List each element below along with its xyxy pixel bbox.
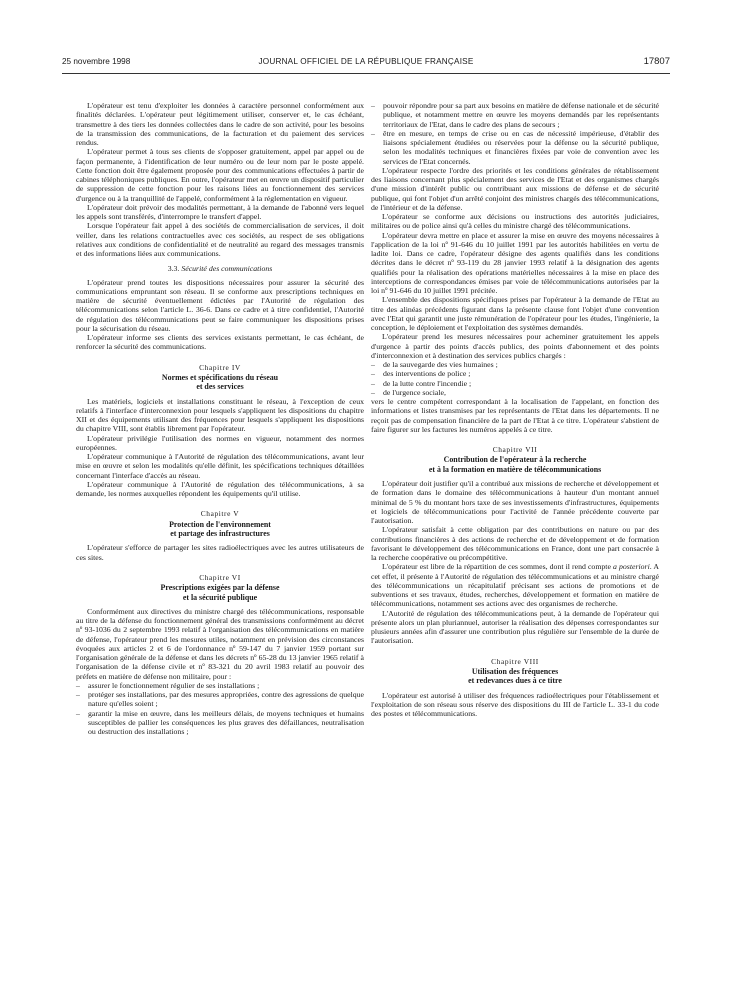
page-number: 17807 <box>643 56 670 67</box>
paragraph: L'opérateur privilégie l'utilisation des normes en vigueur, notamment des normes européennes. <box>76 433 364 452</box>
list-item: – de la sauvegarde des vies humaines ; <box>371 360 659 369</box>
chapter-title-line: Protection de l'environnement <box>169 519 271 529</box>
chapter-title <box>371 455 659 474</box>
left-column <box>76 101 364 736</box>
paragraph: L'opérateur devra mettre en place et assurer la mise en œuvre des moyens nécessaires à l'application de la loi nº 91-646 du 10 juillet 1991 par les autorités habilitées en vertu de ladite loi. Dans ce cadre, l'opérateur désigne des agents qualifiés dans les conditions décrites dans le décret nº 93-119 du 28 janvier 1993 relatif à la désignation des agents qualifiés pour la réalisation des opérations matérielles nécessaires à la mise en place des interceptions de correspondances émises par voie de télécommunications autorisées par la loi nº 91-646 du 10 juillet 1991 précitée. <box>371 230 659 295</box>
paragraph: L'opérateur permet à tous ses clients de s'opposer gratuitement, appel par appel ou de façon permanente, à l'identification de leur numéro ou de leur nom par le poste appelé. Cette fonction doit être également proposée pour des communications effectuées à partir de cabines téléphoniques publiques. En outre, l'opérateur met en œuvre un dispositif particulier de suppression de cette fonction pour les raisons liées au fonctionnement des services d'urgence ou à la tranquillité de l'appelé, conformément à la réglementation en vigueur. <box>76 147 364 203</box>
list-item: – pouvoir répondre pour sa part aux besoins en matière de défense nationale et de sécurité publique, et notamment mettre en œuvre les moyens demandés par les représentants territoriaux de l'Etat, dans le cadre des plans de secours ; <box>371 101 659 129</box>
issue-date: 25 novembre 1998 <box>62 57 131 66</box>
paragraph: L'opérateur est autorisé à utiliser des fréquences radioélectriques pour l'établissement et l'exploitation de son réseau sous réserve des dispositions du III de l'article L. 33-1 du code des postes et télécommunications. <box>371 690 659 719</box>
paragraph: L'opérateur doit justifier qu'il a contribué aux missions de recherche et développement et de formation dans le domaine des télécommunications à hauteur d'un montant annuel minimal de 5 % du montant hors taxe de ses investissements d'infrastructures, équipements et logiciels de télécommunications pour l'activité de l'année précédente couverte par l'autorisation. <box>371 479 659 526</box>
chapter-title-line: Utilisation des fréquences <box>471 666 559 676</box>
dash-list <box>371 101 659 166</box>
chapter-title-line: et à la formation en matière de télécommunications <box>428 464 602 474</box>
text-run: L'opérateur est libre de la répartition de ces sommes, dont il rend compte <box>382 562 613 572</box>
paragraph: L'opérateur respecte l'ordre des priorités et les conditions générales de rétablissement des liaisons concernant plus spécialement des services de l'Etat et des organismes chargés d'une mission d'intérêt public ou contribuant aux missions de défense et de sécurité publique, qui font l'objet d'un arrêté conjoint des ministres chargés des télécommunications, de l'intérieur et de la défense. <box>371 165 659 212</box>
right-column <box>371 101 659 718</box>
text-run: . A cet effet, il présente à l'Autorité de régulation des télécommunications et au ministre chargé des télécommunications un récapitulatif précisant ses actions de promotions et de subventions et ses travaux, études, recherches, développement et formation en matière de télécommunications, notamment ses actions avec des organismes de recherche. <box>371 562 659 609</box>
chapter-title-line: Prescriptions exigées par la défense <box>160 583 280 593</box>
journal-title: JOURNAL OFFICIEL DE LA RÉPUBLIQUE FRANÇAISE <box>258 57 474 66</box>
paragraph: L'opérateur informe ses clients des services existants permettant, le cas échéant, de renforcer la sécurité des communications. <box>76 333 364 352</box>
paragraph <box>371 562 659 608</box>
chapter-title <box>76 520 364 539</box>
chapter-title-line: et des services <box>196 382 244 392</box>
paragraph: L'opérateur satisfait à cette obligation par des contributions en nature ou par des contributions financières à des actions de recherche et de développement et de formation favorisant le développement des télécommunications en France, dont une part consacrée à la recherche coopérative ou précompétitive. <box>371 525 659 563</box>
chapter-title-line: Contribution de l'opérateur à la recherche <box>443 455 587 465</box>
section-heading-3-3 <box>76 264 364 273</box>
paragraph: L'opérateur communique à l'Autorité de régulation des télécommunications, à sa demande, les normes auxquelles répondent les équipements qu'il utilise. <box>76 479 364 499</box>
italic-text: a posteriori <box>613 562 650 572</box>
list-item: – garantir la mise en œuvre, dans les meilleurs délais, de moyens techniques et humains susceptibles de pallier les conséquences les plus graves des défaillances, neutralisation ou destruction des installations ; <box>76 709 364 737</box>
chapter-title-line: Normes et spécifications du réseau <box>161 372 279 382</box>
chapter-label: Chapitre VI <box>199 572 241 582</box>
paragraph: L'opérateur se conforme aux décisions ou instructions des autorités judiciaires, militaires ou de police ainsi qu'à celles du ministre chargé des télécommunications. <box>371 212 659 231</box>
header-rule <box>62 73 670 74</box>
list-item: – protéger ses installations, par des mesures appropriées, contre des agressions de quelque nature qu'elles soient ; <box>76 690 364 709</box>
page-header <box>62 55 670 71</box>
list-item: – de l'urgence sociale, <box>371 388 659 397</box>
chapter-title-line: et partage des infrastructures <box>170 528 270 538</box>
list-item: – être en mesure, en temps de crise ou en cas de nécessité impérieuse, d'établir des liaisons spécialement étudiées ou réservées pour la défense ou la sécurité publique, selon les modalités techniques et financières fixées par voie de convention avec les services de l'Etat concernés. <box>371 129 659 166</box>
list-item: – des interventions de police ; <box>371 369 659 378</box>
paragraph: L'opérateur communique à l'Autorité de régulation des télécommunications, avant leur mise en œuvre et selon les modalités qu'elle définit, les spécifications techniques détaillées concernant l'interface d'accès au réseau. <box>76 452 364 480</box>
paragraph: L'opérateur s'efforce de partager les sites radioélectriques avec les autres utilisateurs de ces sites. <box>76 543 364 562</box>
list-item: – assurer le fonctionnement régulier de ses installations ; <box>76 681 364 690</box>
paragraph: L'opérateur doit prévoir des modalités permettant, à la demande de l'abonné vers lequel les appels sont transférés, d'interrompre le transfert d'appel. <box>76 202 364 221</box>
chapter-label: Chapitre IV <box>199 362 241 372</box>
paragraph: L'Autorité de régulation des télécommunications peut, à la demande de l'opérateur qui présente alors un plan pluriannuel, autoriser la réalisation des dépenses correspondantes sur plusieurs années afin d'assurer une contribution plus régulière sur l'ensemble de la durée de l'autorisation. <box>371 608 659 646</box>
chapter-label: Chapitre V <box>200 509 240 519</box>
chapter-label: Chapitre VII <box>492 445 538 454</box>
chapter-title-line: et redevances dues à ce titre <box>468 676 562 686</box>
paragraph: L'opérateur prend les mesures nécessaires pour acheminer gratuitement les appels d'urgence à partir des points d'accès publics, des points d'abonnement et des points d'interconnexion et à destination des services publics chargés : <box>371 332 659 360</box>
paragraph: Conformément aux directives du ministre chargé des télécommunications, responsable au titre de la défense du fonctionnement général des transmissions conformément au décret nº 93-1036 du 2 septembre 1993 relatif à l'organisation des télécommunications en matière de défense, l'opérateur prend les mesures utiles, notamment en prévision des circonstances évoquées aux articles 2 et 6 de l'ordonnance nº 59-147 du 7 janvier 1959 portant sur l'organisation générale de la défense et dans les décrets nº 65-28 du 13 janvier 1965 relatif à l'organisation de la défense civile et nº 83-321 du 20 avril 1983 relatif au pouvoir des préfets en matière de défense non militaire, pour : <box>76 606 364 681</box>
paragraph: Lorsque l'opérateur fait appel à des sociétés de commercialisation de services, il doit veiller, dans les relations contractuelles avec ces sociétés, au respect de ses obligations relatives aux conditions de confidentialité et de neutralité au regard des messages transmis et des informations liées aux communications. <box>76 221 364 258</box>
paragraph: L'opérateur est tenu d'exploiter les données à caractère personnel conformément aux finalités déclarées. L'opérateur peut légitimement utiliser, conserver et, le cas échéant, transmettre à des tiers les données collectées dans le cadre de son activité, pour les besoins de la transmission des communications, de la facturation et du paiement des services rendus. <box>76 101 364 147</box>
chapter-label: Chapitre VIII <box>491 656 539 666</box>
chapter-title <box>76 373 364 392</box>
paragraph: vers le centre compétent correspondant à la localisation de l'appelant, en fonction des informations et listes transmises par les représentants de l'Etat dans les départements. Il ne reçoit pas de compensation financière de la part de l'Etat à ce titre. L'opérateur s'abstient de faire figurer sur les factures les numéros appelés à ce titre. <box>371 397 659 434</box>
dash-list <box>371 360 659 397</box>
section-number: 3.3. <box>167 264 180 274</box>
chapter-title-line: et la sécurité publique <box>182 592 258 602</box>
paragraph: L'opérateur prend toutes les dispositions nécessaires pour assurer la sécurité des communications empruntant son réseau. Il se conforme aux prescriptions techniques en matière de sécurité éventuellement édictées par l'Autorité de régulation des télécommunications selon l'article L. 36-6. Dans ce cadre et à titre confidentiel, l'Autorité de régulation des télécommunications peut se faire communiquer les dispositions prises pour la sécurisation du réseau. <box>76 277 364 333</box>
list-item: – de la lutte contre l'incendie ; <box>371 379 659 388</box>
chapter-title <box>76 583 364 602</box>
paragraph: Les matériels, logiciels et installations constituant le réseau, à l'exception de ceux relatifs à l'interface d'interconnexion pour lesquels s'appliquent les dispositions du chapitre XII et des équipements utilisant des fréquences pour lesquels s'appliquent les dispositions du chapitre VIII, sont établis librement par l'opérateur. <box>76 396 364 434</box>
section-title: Sécurité des communications <box>181 264 273 274</box>
dash-list <box>76 681 364 737</box>
chapter-title <box>371 667 659 686</box>
paragraph: L'ensemble des dispositions spécifiques prises par l'opérateur à la demande de l'Etat au titre des alinéas précédents figurant dans la présente clause font l'objet d'une convention avec l'Etat qui garantit une juste rémunération de l'opérateur pour les études, l'ingénierie, la conception, le déploiement et l'exploitation des systèmes demandés. <box>371 295 659 332</box>
